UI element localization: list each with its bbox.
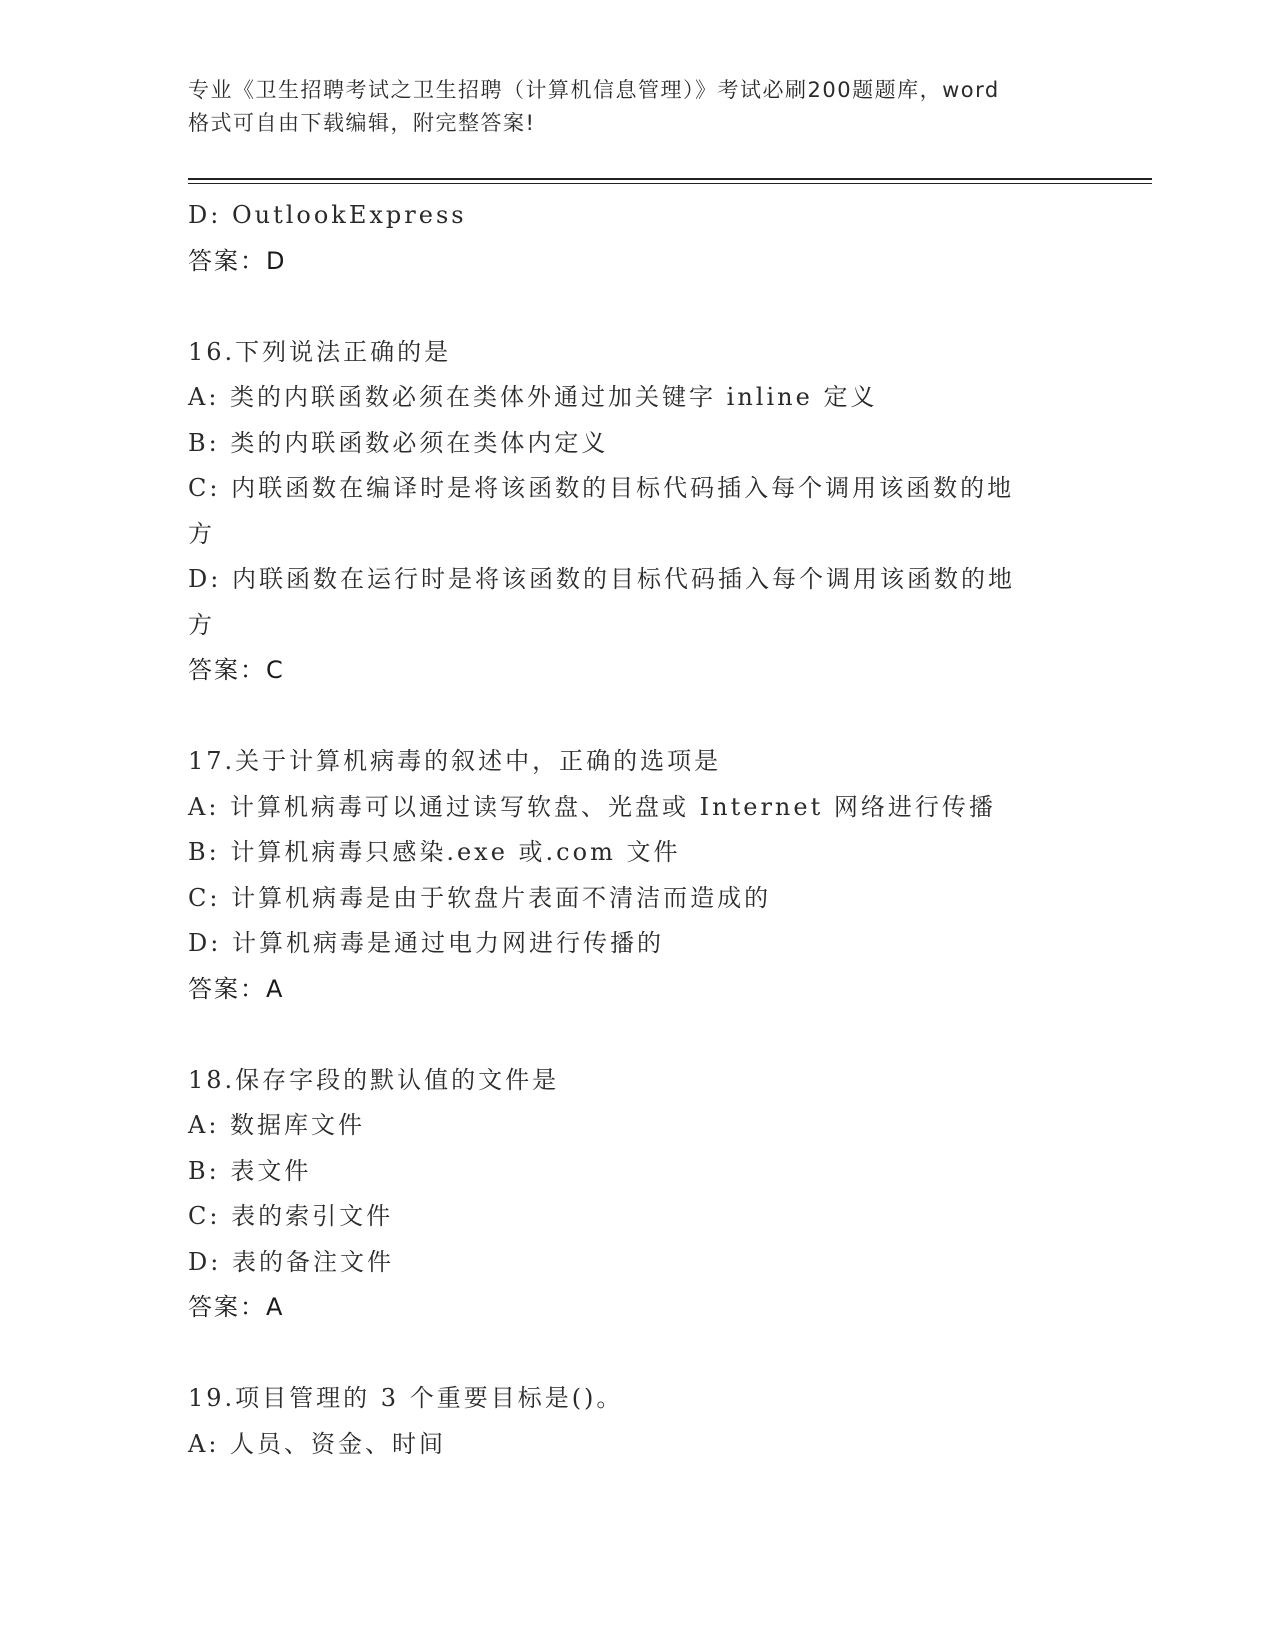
prev-option-d: D: OutlookExpress bbox=[188, 201, 467, 229]
question-16-option-b: B: 类的内联函数必须在类体内定义 bbox=[188, 428, 609, 457]
question-19 bbox=[188, 1376, 1088, 1467]
question-19-stem: 19.项目管理的 3 个重要目标是()。 bbox=[188, 1384, 624, 1412]
question-17-option-c: C: 计算机病毒是由于软盘片表面不清洁而造成的 bbox=[188, 883, 772, 912]
question-17-answer: 答案：A bbox=[188, 974, 285, 1003]
question-17 bbox=[188, 739, 1088, 1012]
question-17-option-a: A: 计算机病毒可以通过读写软盘、光盘或 Internet 网络进行传播 bbox=[188, 792, 996, 821]
header-line-1: 专业《卫生招聘考试之卫生招聘（计算机信息管理）》考试必刷200题题库，word bbox=[188, 78, 1000, 102]
question-17-option-b: B: 计算机病毒只感染.exe 或.com 文件 bbox=[188, 838, 681, 866]
prev-answer: 答案：D bbox=[188, 246, 287, 275]
question-16-option-d-line-2: 方 bbox=[188, 610, 215, 639]
question-17-option-d: D: 计算机病毒是通过电力网进行传播的 bbox=[188, 929, 664, 957]
question-18-option-d: D: 表的备注文件 bbox=[188, 1247, 394, 1276]
header-line-2: 格式可自由下载编辑，附完整答案! bbox=[188, 111, 536, 135]
document-header bbox=[188, 74, 1088, 140]
spacer bbox=[188, 284, 1088, 330]
question-16-option-c-line-1: C: 内联函数在编译时是将该函数的目标代码插入每个调用该函数的地 bbox=[188, 474, 1015, 502]
question-18-option-c: C: 表的索引文件 bbox=[188, 1202, 394, 1230]
question-16-option-d-line-1: D: 内联函数在运行时是将该函数的目标代码插入每个调用该函数的地 bbox=[188, 565, 1015, 593]
spacer bbox=[188, 694, 1088, 740]
question-list bbox=[188, 193, 1088, 1467]
question-18-stem: 18.保存字段的默认值的文件是 bbox=[188, 1065, 560, 1094]
question-18 bbox=[188, 1058, 1088, 1331]
question-17-stem: 17.关于计算机病毒的叙述中，正确的选项是 bbox=[188, 747, 722, 775]
spacer bbox=[188, 1331, 1088, 1377]
question-18-option-b: B: 表文件 bbox=[188, 1156, 312, 1185]
question-19-option-a: A: 人员、资金、时间 bbox=[188, 1429, 447, 1458]
question-16 bbox=[188, 330, 1088, 694]
header-rule-thick bbox=[188, 178, 1152, 180]
question-16-answer: 答案：C bbox=[188, 656, 285, 684]
header-rule-thin bbox=[188, 183, 1152, 184]
question-16-option-c-line-2: 方 bbox=[188, 519, 215, 548]
question-18-answer: 答案：A bbox=[188, 1293, 285, 1321]
question-18-option-a: A: 数据库文件 bbox=[188, 1111, 366, 1139]
question-16-stem: 16.下列说法正确的是 bbox=[188, 337, 452, 366]
question-16-option-a: A: 类的内联函数必须在类体外通过加关键字 inline 定义 bbox=[188, 383, 878, 411]
spacer bbox=[188, 1012, 1088, 1058]
